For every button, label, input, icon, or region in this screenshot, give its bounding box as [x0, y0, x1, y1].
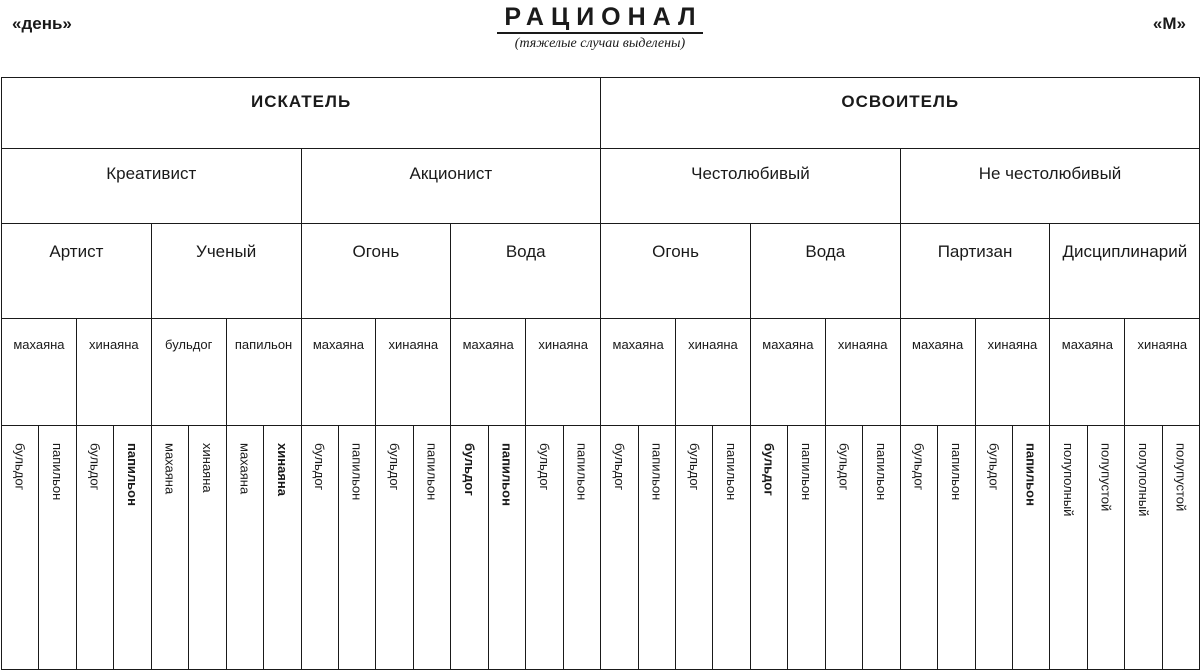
- level-4-label: хинаяна: [837, 337, 888, 352]
- level-5-cell: [975, 426, 1012, 670]
- level-2-label: Креативист: [106, 164, 197, 183]
- level-5-cell: [938, 426, 975, 670]
- page-title: РАЦИОНАЛ: [497, 3, 702, 34]
- level-3-row: [2, 224, 1200, 319]
- level-5-label: хинаяна: [199, 443, 215, 493]
- level-5-label: полупустой: [1098, 443, 1114, 512]
- level-3-cell: [451, 224, 601, 319]
- level-5-label: бульдог: [536, 443, 552, 491]
- level-5-label: бульдог: [387, 443, 403, 491]
- developer-cell: [601, 78, 1200, 149]
- level-3-cell: [900, 224, 1050, 319]
- level-5-cell: [39, 426, 76, 670]
- seeker-cell: [2, 78, 601, 149]
- level-4-cell: [76, 319, 151, 426]
- level-5-label: папильон: [574, 443, 590, 501]
- level-4-cell: [1125, 319, 1200, 426]
- m-label: «М»: [1152, 14, 1186, 33]
- level-5-label: бульдог: [611, 443, 627, 491]
- level-4-cell: [301, 319, 376, 426]
- level-4-cell: [975, 319, 1050, 426]
- level-2-label: Акционист: [409, 164, 493, 183]
- level-1-label: ОСВОИТЕЛЬ: [841, 92, 960, 111]
- level-5-label: папильон: [799, 443, 815, 501]
- level-4-cell: [750, 319, 825, 426]
- level-5-cell: [2, 426, 39, 670]
- level-2-cell: [301, 149, 601, 224]
- level-4-label: махаяна: [1061, 337, 1113, 352]
- level-4-label: хинаяна: [688, 337, 738, 352]
- level-3-label: Артист: [49, 242, 104, 261]
- level-4-label: махаяна: [13, 337, 65, 352]
- level-3-label: Огонь: [652, 242, 699, 261]
- level-4-row: [2, 319, 1200, 426]
- level-3-label: Вода: [505, 242, 546, 261]
- level-3-label: Вода: [805, 242, 846, 261]
- level-5-label: папильон: [948, 443, 964, 501]
- level-4-label: хинаяна: [987, 337, 1038, 352]
- level-5-label: папильон: [1023, 443, 1039, 506]
- level-5-cell: [264, 426, 301, 670]
- level-4-cell: [151, 319, 226, 426]
- level-4-label: махаяна: [912, 337, 964, 352]
- level-2-row: [2, 149, 1200, 224]
- level-5-label: папильон: [873, 443, 889, 501]
- level-5-cell: [376, 426, 413, 670]
- level-5-label: бульдог: [686, 443, 702, 491]
- level-5-cell: [189, 426, 226, 670]
- level-4-cell: [900, 319, 975, 426]
- level-5-cell: [526, 426, 563, 670]
- level-5-label: папильон: [50, 443, 66, 501]
- level-5-cell: [713, 426, 750, 670]
- level-5-label: папильон: [424, 443, 440, 501]
- level-4-cell: [526, 319, 601, 426]
- level-5-cell: [676, 426, 713, 670]
- level-5-cell: [1087, 426, 1124, 670]
- level-5-label: полупустой: [1173, 443, 1189, 512]
- level-2-label: Не честолюбивый: [978, 164, 1122, 183]
- day-label: «день»: [12, 14, 72, 33]
- level-5-cell: [226, 426, 263, 670]
- level-3-cell: [301, 224, 451, 319]
- level-4-cell: [825, 319, 900, 426]
- level-4-cell: [2, 319, 77, 426]
- level-5-label: полуполный: [1136, 443, 1152, 517]
- level-5-label: махаяна: [237, 443, 253, 495]
- level-1-label: ИСКАТЕЛЬ: [251, 92, 352, 111]
- level-5-label: папильон: [724, 443, 740, 501]
- level-5-label: бульдог: [986, 443, 1002, 491]
- level-3-cell: [1050, 224, 1200, 319]
- level-4-label: папильон: [234, 337, 293, 352]
- level-4-cell: [451, 319, 526, 426]
- level-5-row: [2, 426, 1200, 670]
- level-5-cell: [451, 426, 488, 670]
- level-4-label: хинаяна: [538, 337, 588, 352]
- level-5-cell: [338, 426, 375, 670]
- level-2-cell: [900, 149, 1200, 224]
- level-5-label: бульдог: [12, 443, 28, 491]
- level-5-cell: [638, 426, 675, 670]
- level-3-label: Партизан: [937, 242, 1013, 261]
- level-5-label: махаяна: [162, 443, 178, 495]
- level-5-label: бульдог: [87, 443, 103, 491]
- level-2-cell: [2, 149, 302, 224]
- level-3-label: Ученый: [196, 242, 257, 261]
- page-subtitle: (тяжелые случаи выделены): [514, 36, 686, 51]
- level-5-label: папильон: [125, 443, 141, 506]
- level-5-cell: [488, 426, 525, 670]
- level-3-cell: [2, 224, 152, 319]
- level-4-label: махаяна: [612, 337, 664, 352]
- level-5-cell: [563, 426, 601, 670]
- rational-table: [1, 77, 1200, 670]
- level-5-label: бульдог: [461, 443, 477, 496]
- level-1-row: [2, 78, 1200, 149]
- level-4-cell: [1050, 319, 1125, 426]
- level-5-cell: [413, 426, 450, 670]
- level-5-cell: [750, 426, 787, 670]
- level-5-cell: [1012, 426, 1049, 670]
- level-5-cell: [1050, 426, 1087, 670]
- level-4-label: хинаяна: [388, 337, 439, 352]
- level-4-label: бульдог: [165, 337, 213, 352]
- level-4-cell: [376, 319, 451, 426]
- level-4-label: махаяна: [312, 337, 365, 352]
- level-3-label: Дисциплинарий: [1062, 242, 1188, 261]
- level-3-label: Огонь: [352, 242, 400, 261]
- level-5-label: папильон: [649, 443, 665, 501]
- level-5-cell: [1125, 426, 1162, 670]
- level-4-label: махаяна: [462, 337, 514, 352]
- level-4-cell: [601, 319, 676, 426]
- level-3-cell: [750, 224, 900, 319]
- level-2-label: Честолюбивый: [691, 164, 810, 183]
- level-3-cell: [151, 224, 301, 319]
- level-3-cell: [601, 224, 751, 319]
- title-block: [0, 3, 1200, 52]
- level-5-cell: [825, 426, 862, 670]
- level-4-label: махаяна: [762, 337, 814, 352]
- level-5-cell: [151, 426, 188, 670]
- level-5-label: бульдог: [761, 443, 777, 496]
- level-5-label: папильон: [349, 443, 365, 501]
- level-5-cell: [1162, 426, 1200, 670]
- level-5-cell: [601, 426, 638, 670]
- level-5-label: папильон: [499, 443, 515, 506]
- level-5-cell: [301, 426, 338, 670]
- level-4-cell: [226, 319, 301, 426]
- level-5-cell: [114, 426, 151, 670]
- level-5-label: бульдог: [312, 443, 328, 491]
- level-5-label: хинаяна: [274, 443, 290, 496]
- level-5-cell: [900, 426, 937, 670]
- level-4-label: хинаяна: [1137, 337, 1188, 352]
- level-5-label: бульдог: [911, 443, 927, 491]
- level-4-label: хинаяна: [89, 337, 139, 352]
- level-5-label: бульдог: [836, 443, 852, 491]
- level-5-cell: [788, 426, 825, 670]
- level-5-cell: [76, 426, 113, 670]
- level-5-label: полуполный: [1061, 443, 1077, 517]
- level-2-cell: [601, 149, 901, 224]
- level-5-cell: [863, 426, 900, 670]
- level-4-cell: [676, 319, 751, 426]
